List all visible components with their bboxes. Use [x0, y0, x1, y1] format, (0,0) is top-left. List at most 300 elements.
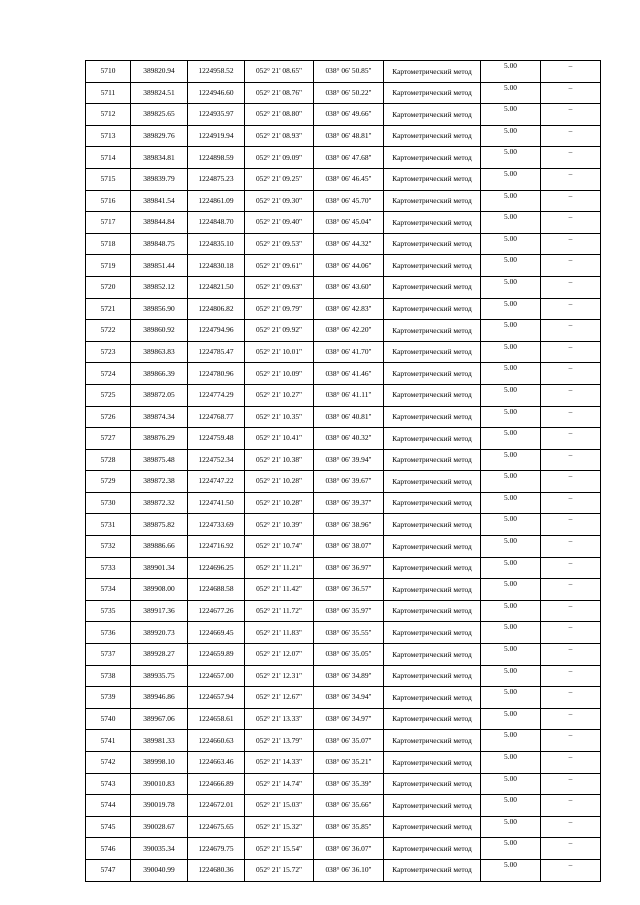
latitude-cell: 052° 21' 11.42": [245, 579, 314, 601]
note-cell: –: [541, 147, 601, 169]
accuracy-cell: 5.00: [481, 644, 541, 666]
accuracy-cell: 5.00: [481, 730, 541, 752]
table-row: [86, 471, 601, 493]
longitude-cell: 038° 06' 36.07": [314, 838, 384, 860]
y-coordinate-cell: 1224741.50: [188, 492, 245, 514]
accuracy-cell: 5.00: [481, 406, 541, 428]
point-number-cell: 5723: [86, 341, 131, 363]
x-coordinate-cell: 389875.82: [131, 514, 188, 536]
accuracy-cell: 5.00: [481, 61, 541, 83]
method-cell: Картометрический метод: [384, 147, 481, 169]
latitude-cell: 052° 21' 09.25": [245, 168, 314, 190]
note-cell: –: [541, 406, 601, 428]
point-number-cell: 5712: [86, 104, 131, 126]
y-coordinate-cell: 1224716.92: [188, 536, 245, 558]
latitude-cell: 052° 21' 14.33": [245, 752, 314, 774]
accuracy-cell: 5.00: [481, 82, 541, 104]
method-cell: Картометрический метод: [384, 82, 481, 104]
latitude-cell: 052° 21' 09.30": [245, 190, 314, 212]
accuracy-cell: 5.00: [481, 276, 541, 298]
x-coordinate-cell: 389917.36: [131, 600, 188, 622]
note-cell: –: [541, 838, 601, 860]
y-coordinate-cell: 1224794.96: [188, 320, 245, 342]
accuracy-cell: 5.00: [481, 147, 541, 169]
method-cell: Картометрический метод: [384, 816, 481, 838]
table-row: [86, 82, 601, 104]
latitude-cell: 052° 21' 08.65": [245, 61, 314, 83]
longitude-cell: 038° 06' 35.97": [314, 600, 384, 622]
note-cell: –: [541, 795, 601, 817]
point-number-cell: 5747: [86, 859, 131, 881]
latitude-cell: 052° 21' 15.54": [245, 838, 314, 860]
method-cell: Картометрический метод: [384, 838, 481, 860]
accuracy-cell: 5.00: [481, 298, 541, 320]
latitude-cell: 052° 21' 15.03": [245, 795, 314, 817]
method-cell: Картометрический метод: [384, 600, 481, 622]
point-number-cell: 5740: [86, 708, 131, 730]
table-row: [86, 212, 601, 234]
x-coordinate-cell: 389829.76: [131, 125, 188, 147]
method-cell: Картометрический метод: [384, 579, 481, 601]
accuracy-cell: 5.00: [481, 687, 541, 709]
accuracy-cell: 5.00: [481, 816, 541, 838]
point-number-cell: 5721: [86, 298, 131, 320]
table-row: [86, 557, 601, 579]
latitude-cell: 052° 21' 09.79": [245, 298, 314, 320]
table-row: [86, 428, 601, 450]
note-cell: –: [541, 773, 601, 795]
accuracy-cell: 5.00: [481, 320, 541, 342]
y-coordinate-cell: 1224821.50: [188, 276, 245, 298]
accuracy-cell: 5.00: [481, 859, 541, 881]
point-number-cell: 5727: [86, 428, 131, 450]
y-coordinate-cell: 1224785.47: [188, 341, 245, 363]
x-coordinate-cell: 389874.34: [131, 406, 188, 428]
method-cell: Картометрический метод: [384, 61, 481, 83]
method-cell: Картометрический метод: [384, 752, 481, 774]
x-coordinate-cell: 389839.79: [131, 168, 188, 190]
longitude-cell: 038° 06' 34.89": [314, 665, 384, 687]
y-coordinate-cell: 1224919.94: [188, 125, 245, 147]
point-number-cell: 5725: [86, 384, 131, 406]
longitude-cell: 038° 06' 36.97": [314, 557, 384, 579]
method-cell: Картометрический метод: [384, 384, 481, 406]
x-coordinate-cell: 390010.83: [131, 773, 188, 795]
point-number-cell: 5729: [86, 471, 131, 493]
y-coordinate-cell: 1224747.22: [188, 471, 245, 493]
table-row: [86, 104, 601, 126]
table-row: [86, 147, 601, 169]
longitude-cell: 038° 06' 35.05": [314, 644, 384, 666]
point-number-cell: 5736: [86, 622, 131, 644]
longitude-cell: 038° 06' 35.07": [314, 730, 384, 752]
point-number-cell: 5722: [86, 320, 131, 342]
table-row: [86, 579, 601, 601]
y-coordinate-cell: 1224835.10: [188, 233, 245, 255]
x-coordinate-cell: 389851.44: [131, 255, 188, 277]
x-coordinate-cell: 390028.67: [131, 816, 188, 838]
x-coordinate-cell: 389981.33: [131, 730, 188, 752]
note-cell: –: [541, 384, 601, 406]
table-row: [86, 341, 601, 363]
note-cell: –: [541, 600, 601, 622]
accuracy-cell: 5.00: [481, 168, 541, 190]
note-cell: –: [541, 708, 601, 730]
table-row: [86, 276, 601, 298]
x-coordinate-cell: 389852.12: [131, 276, 188, 298]
method-cell: Картометрический метод: [384, 687, 481, 709]
latitude-cell: 052° 21' 10.35": [245, 406, 314, 428]
note-cell: –: [541, 190, 601, 212]
method-cell: Картометрический метод: [384, 125, 481, 147]
y-coordinate-cell: 1224672.01: [188, 795, 245, 817]
note-cell: –: [541, 492, 601, 514]
table-row: [86, 168, 601, 190]
y-coordinate-cell: 1224946.60: [188, 82, 245, 104]
latitude-cell: 052° 21' 15.32": [245, 816, 314, 838]
table-row: [86, 125, 601, 147]
x-coordinate-cell: 389820.94: [131, 61, 188, 83]
point-number-cell: 5742: [86, 752, 131, 774]
longitude-cell: 038° 06' 47.68": [314, 147, 384, 169]
note-cell: –: [541, 320, 601, 342]
x-coordinate-cell: 389825.65: [131, 104, 188, 126]
longitude-cell: 038° 06' 35.66": [314, 795, 384, 817]
accuracy-cell: 5.00: [481, 190, 541, 212]
note-cell: –: [541, 255, 601, 277]
table-row: [86, 384, 601, 406]
method-cell: Картометрический метод: [384, 514, 481, 536]
accuracy-cell: 5.00: [481, 557, 541, 579]
latitude-cell: 052° 21' 10.39": [245, 514, 314, 536]
method-cell: Картометрический метод: [384, 708, 481, 730]
point-number-cell: 5739: [86, 687, 131, 709]
latitude-cell: 052° 21' 09.53": [245, 233, 314, 255]
method-cell: Картометрический метод: [384, 298, 481, 320]
latitude-cell: 052° 21' 10.28": [245, 492, 314, 514]
accuracy-cell: 5.00: [481, 492, 541, 514]
y-coordinate-cell: 1224875.23: [188, 168, 245, 190]
longitude-cell: 038° 06' 50.22": [314, 82, 384, 104]
longitude-cell: 038° 06' 38.96": [314, 514, 384, 536]
table-row: [86, 665, 601, 687]
y-coordinate-cell: 1224774.29: [188, 384, 245, 406]
table-row: [86, 298, 601, 320]
method-cell: Картометрический метод: [384, 341, 481, 363]
longitude-cell: 038° 06' 41.46": [314, 363, 384, 385]
latitude-cell: 052° 21' 10.41": [245, 428, 314, 450]
table-row: [86, 320, 601, 342]
latitude-cell: 052° 21' 13.79": [245, 730, 314, 752]
longitude-cell: 038° 06' 36.57": [314, 579, 384, 601]
y-coordinate-cell: 1224688.58: [188, 579, 245, 601]
y-coordinate-cell: 1224752.34: [188, 449, 245, 471]
method-cell: Картометрический метод: [384, 363, 481, 385]
latitude-cell: 052° 21' 10.27": [245, 384, 314, 406]
point-number-cell: 5746: [86, 838, 131, 860]
latitude-cell: 052° 21' 13.33": [245, 708, 314, 730]
method-cell: Картометрический метод: [384, 255, 481, 277]
y-coordinate-cell: 1224768.77: [188, 406, 245, 428]
longitude-cell: 038° 06' 45.04": [314, 212, 384, 234]
longitude-cell: 038° 06' 42.83": [314, 298, 384, 320]
table-row: [86, 622, 601, 644]
longitude-cell: 038° 06' 35.85": [314, 816, 384, 838]
latitude-cell: 052° 21' 11.83": [245, 622, 314, 644]
note-cell: –: [541, 233, 601, 255]
point-number-cell: 5734: [86, 579, 131, 601]
point-number-cell: 5713: [86, 125, 131, 147]
x-coordinate-cell: 389856.90: [131, 298, 188, 320]
longitude-cell: 038° 06' 49.66": [314, 104, 384, 126]
longitude-cell: 038° 06' 42.20": [314, 320, 384, 342]
table-row: [86, 406, 601, 428]
note-cell: –: [541, 104, 601, 126]
x-coordinate-cell: 389872.38: [131, 471, 188, 493]
accuracy-cell: 5.00: [481, 752, 541, 774]
note-cell: –: [541, 816, 601, 838]
longitude-cell: 038° 06' 44.32": [314, 233, 384, 255]
note-cell: –: [541, 752, 601, 774]
longitude-cell: 038° 06' 40.81": [314, 406, 384, 428]
y-coordinate-cell: 1224861.09: [188, 190, 245, 212]
method-cell: Картометрический метод: [384, 536, 481, 558]
method-cell: Картометрический метод: [384, 104, 481, 126]
point-number-cell: 5738: [86, 665, 131, 687]
note-cell: –: [541, 665, 601, 687]
note-cell: –: [541, 536, 601, 558]
latitude-cell: 052° 21' 09.92": [245, 320, 314, 342]
table-row: [86, 730, 601, 752]
y-coordinate-cell: 1224666.89: [188, 773, 245, 795]
y-coordinate-cell: 1224848.70: [188, 212, 245, 234]
latitude-cell: 052° 21' 10.74": [245, 536, 314, 558]
table-row: [86, 708, 601, 730]
method-cell: Картометрический метод: [384, 622, 481, 644]
longitude-cell: 038° 06' 46.45": [314, 168, 384, 190]
longitude-cell: 038° 06' 35.39": [314, 773, 384, 795]
accuracy-cell: 5.00: [481, 536, 541, 558]
x-coordinate-cell: 389875.48: [131, 449, 188, 471]
method-cell: Картометрический метод: [384, 665, 481, 687]
table-row: [86, 838, 601, 860]
longitude-cell: 038° 06' 45.70": [314, 190, 384, 212]
x-coordinate-cell: 390035.34: [131, 838, 188, 860]
x-coordinate-cell: 389908.00: [131, 579, 188, 601]
note-cell: –: [541, 168, 601, 190]
longitude-cell: 038° 06' 41.70": [314, 341, 384, 363]
coordinates-table-body: [86, 61, 601, 882]
x-coordinate-cell: 389860.92: [131, 320, 188, 342]
table-row: [86, 449, 601, 471]
note-cell: –: [541, 61, 601, 83]
longitude-cell: 038° 06' 39.37": [314, 492, 384, 514]
coordinates-table: [85, 60, 601, 882]
accuracy-cell: 5.00: [481, 471, 541, 493]
y-coordinate-cell: 1224669.45: [188, 622, 245, 644]
method-cell: Картометрический метод: [384, 730, 481, 752]
point-number-cell: 5731: [86, 514, 131, 536]
accuracy-cell: 5.00: [481, 708, 541, 730]
x-coordinate-cell: 389844.84: [131, 212, 188, 234]
longitude-cell: 038° 06' 34.94": [314, 687, 384, 709]
y-coordinate-cell: 1224675.65: [188, 816, 245, 838]
accuracy-cell: 5.00: [481, 212, 541, 234]
note-cell: –: [541, 622, 601, 644]
note-cell: –: [541, 514, 601, 536]
x-coordinate-cell: 389935.75: [131, 665, 188, 687]
note-cell: –: [541, 471, 601, 493]
latitude-cell: 052° 21' 10.01": [245, 341, 314, 363]
point-number-cell: 5741: [86, 730, 131, 752]
y-coordinate-cell: 1224898.59: [188, 147, 245, 169]
x-coordinate-cell: 389886.66: [131, 536, 188, 558]
y-coordinate-cell: 1224659.89: [188, 644, 245, 666]
note-cell: –: [541, 363, 601, 385]
longitude-cell: 038° 06' 40.32": [314, 428, 384, 450]
longitude-cell: 038° 06' 35.21": [314, 752, 384, 774]
point-number-cell: 5717: [86, 212, 131, 234]
method-cell: Картометрический метод: [384, 644, 481, 666]
accuracy-cell: 5.00: [481, 233, 541, 255]
table-row: [86, 795, 601, 817]
table-row: [86, 816, 601, 838]
accuracy-cell: 5.00: [481, 125, 541, 147]
table-row: [86, 752, 601, 774]
point-number-cell: 5733: [86, 557, 131, 579]
point-number-cell: 5716: [86, 190, 131, 212]
point-number-cell: 5714: [86, 147, 131, 169]
y-coordinate-cell: 1224680.36: [188, 859, 245, 881]
note-cell: –: [541, 644, 601, 666]
x-coordinate-cell: 390019.78: [131, 795, 188, 817]
longitude-cell: 038° 06' 44.06": [314, 255, 384, 277]
x-coordinate-cell: 389928.27: [131, 644, 188, 666]
latitude-cell: 052° 21' 10.09": [245, 363, 314, 385]
note-cell: –: [541, 212, 601, 234]
latitude-cell: 052° 21' 08.76": [245, 82, 314, 104]
latitude-cell: 052° 21' 14.74": [245, 773, 314, 795]
table-row: [86, 492, 601, 514]
longitude-cell: 038° 06' 41.11": [314, 384, 384, 406]
y-coordinate-cell: 1224663.46: [188, 752, 245, 774]
x-coordinate-cell: 390040.99: [131, 859, 188, 881]
method-cell: Картометрический метод: [384, 795, 481, 817]
point-number-cell: 5735: [86, 600, 131, 622]
note-cell: –: [541, 449, 601, 471]
method-cell: Картометрический метод: [384, 492, 481, 514]
method-cell: Картометрический метод: [384, 320, 481, 342]
note-cell: –: [541, 859, 601, 881]
method-cell: Картометрический метод: [384, 190, 481, 212]
x-coordinate-cell: 389872.32: [131, 492, 188, 514]
point-number-cell: 5724: [86, 363, 131, 385]
latitude-cell: 052° 21' 08.93": [245, 125, 314, 147]
latitude-cell: 052° 21' 12.31": [245, 665, 314, 687]
table-row: [86, 644, 601, 666]
longitude-cell: 038° 06' 39.67": [314, 471, 384, 493]
table-row: [86, 61, 601, 83]
y-coordinate-cell: 1224935.97: [188, 104, 245, 126]
table-row: [86, 190, 601, 212]
longitude-cell: 038° 06' 48.81": [314, 125, 384, 147]
coordinates-sheet: [85, 60, 600, 882]
accuracy-cell: 5.00: [481, 795, 541, 817]
longitude-cell: 038° 06' 50.85": [314, 61, 384, 83]
point-number-cell: 5718: [86, 233, 131, 255]
table-row: [86, 233, 601, 255]
point-number-cell: 5730: [86, 492, 131, 514]
point-number-cell: 5720: [86, 276, 131, 298]
latitude-cell: 052° 21' 15.72": [245, 859, 314, 881]
latitude-cell: 052° 21' 10.38": [245, 449, 314, 471]
latitude-cell: 052° 21' 08.80": [245, 104, 314, 126]
note-cell: –: [541, 276, 601, 298]
accuracy-cell: 5.00: [481, 104, 541, 126]
point-number-cell: 5719: [86, 255, 131, 277]
point-number-cell: 5710: [86, 61, 131, 83]
accuracy-cell: 5.00: [481, 449, 541, 471]
x-coordinate-cell: 389998.10: [131, 752, 188, 774]
x-coordinate-cell: 389946.86: [131, 687, 188, 709]
point-number-cell: 5711: [86, 82, 131, 104]
x-coordinate-cell: 389872.05: [131, 384, 188, 406]
table-row: [86, 773, 601, 795]
latitude-cell: 052° 21' 11.72": [245, 600, 314, 622]
latitude-cell: 052° 21' 12.67": [245, 687, 314, 709]
table-row: [86, 859, 601, 881]
accuracy-cell: 5.00: [481, 773, 541, 795]
x-coordinate-cell: 389866.39: [131, 363, 188, 385]
table-row: [86, 600, 601, 622]
method-cell: Картометрический метод: [384, 406, 481, 428]
y-coordinate-cell: 1224780.96: [188, 363, 245, 385]
y-coordinate-cell: 1224677.26: [188, 600, 245, 622]
x-coordinate-cell: 389901.34: [131, 557, 188, 579]
longitude-cell: 038° 06' 34.97": [314, 708, 384, 730]
method-cell: Картометрический метод: [384, 859, 481, 881]
longitude-cell: 038° 06' 43.60": [314, 276, 384, 298]
note-cell: –: [541, 730, 601, 752]
accuracy-cell: 5.00: [481, 384, 541, 406]
x-coordinate-cell: 389841.54: [131, 190, 188, 212]
note-cell: –: [541, 341, 601, 363]
accuracy-cell: 5.00: [481, 838, 541, 860]
accuracy-cell: 5.00: [481, 622, 541, 644]
point-number-cell: 5732: [86, 536, 131, 558]
accuracy-cell: 5.00: [481, 665, 541, 687]
method-cell: Картометрический метод: [384, 276, 481, 298]
note-cell: –: [541, 557, 601, 579]
accuracy-cell: 5.00: [481, 579, 541, 601]
accuracy-cell: 5.00: [481, 255, 541, 277]
accuracy-cell: 5.00: [481, 600, 541, 622]
latitude-cell: 052° 21' 12.07": [245, 644, 314, 666]
x-coordinate-cell: 389920.73: [131, 622, 188, 644]
note-cell: –: [541, 125, 601, 147]
x-coordinate-cell: 389848.75: [131, 233, 188, 255]
table-row: [86, 514, 601, 536]
latitude-cell: 052° 21' 10.28": [245, 471, 314, 493]
table-row: [86, 363, 601, 385]
longitude-cell: 038° 06' 36.10": [314, 859, 384, 881]
note-cell: –: [541, 298, 601, 320]
longitude-cell: 038° 06' 39.94": [314, 449, 384, 471]
y-coordinate-cell: 1224733.69: [188, 514, 245, 536]
method-cell: Картометрический метод: [384, 471, 481, 493]
y-coordinate-cell: 1224660.63: [188, 730, 245, 752]
method-cell: Картометрический метод: [384, 773, 481, 795]
